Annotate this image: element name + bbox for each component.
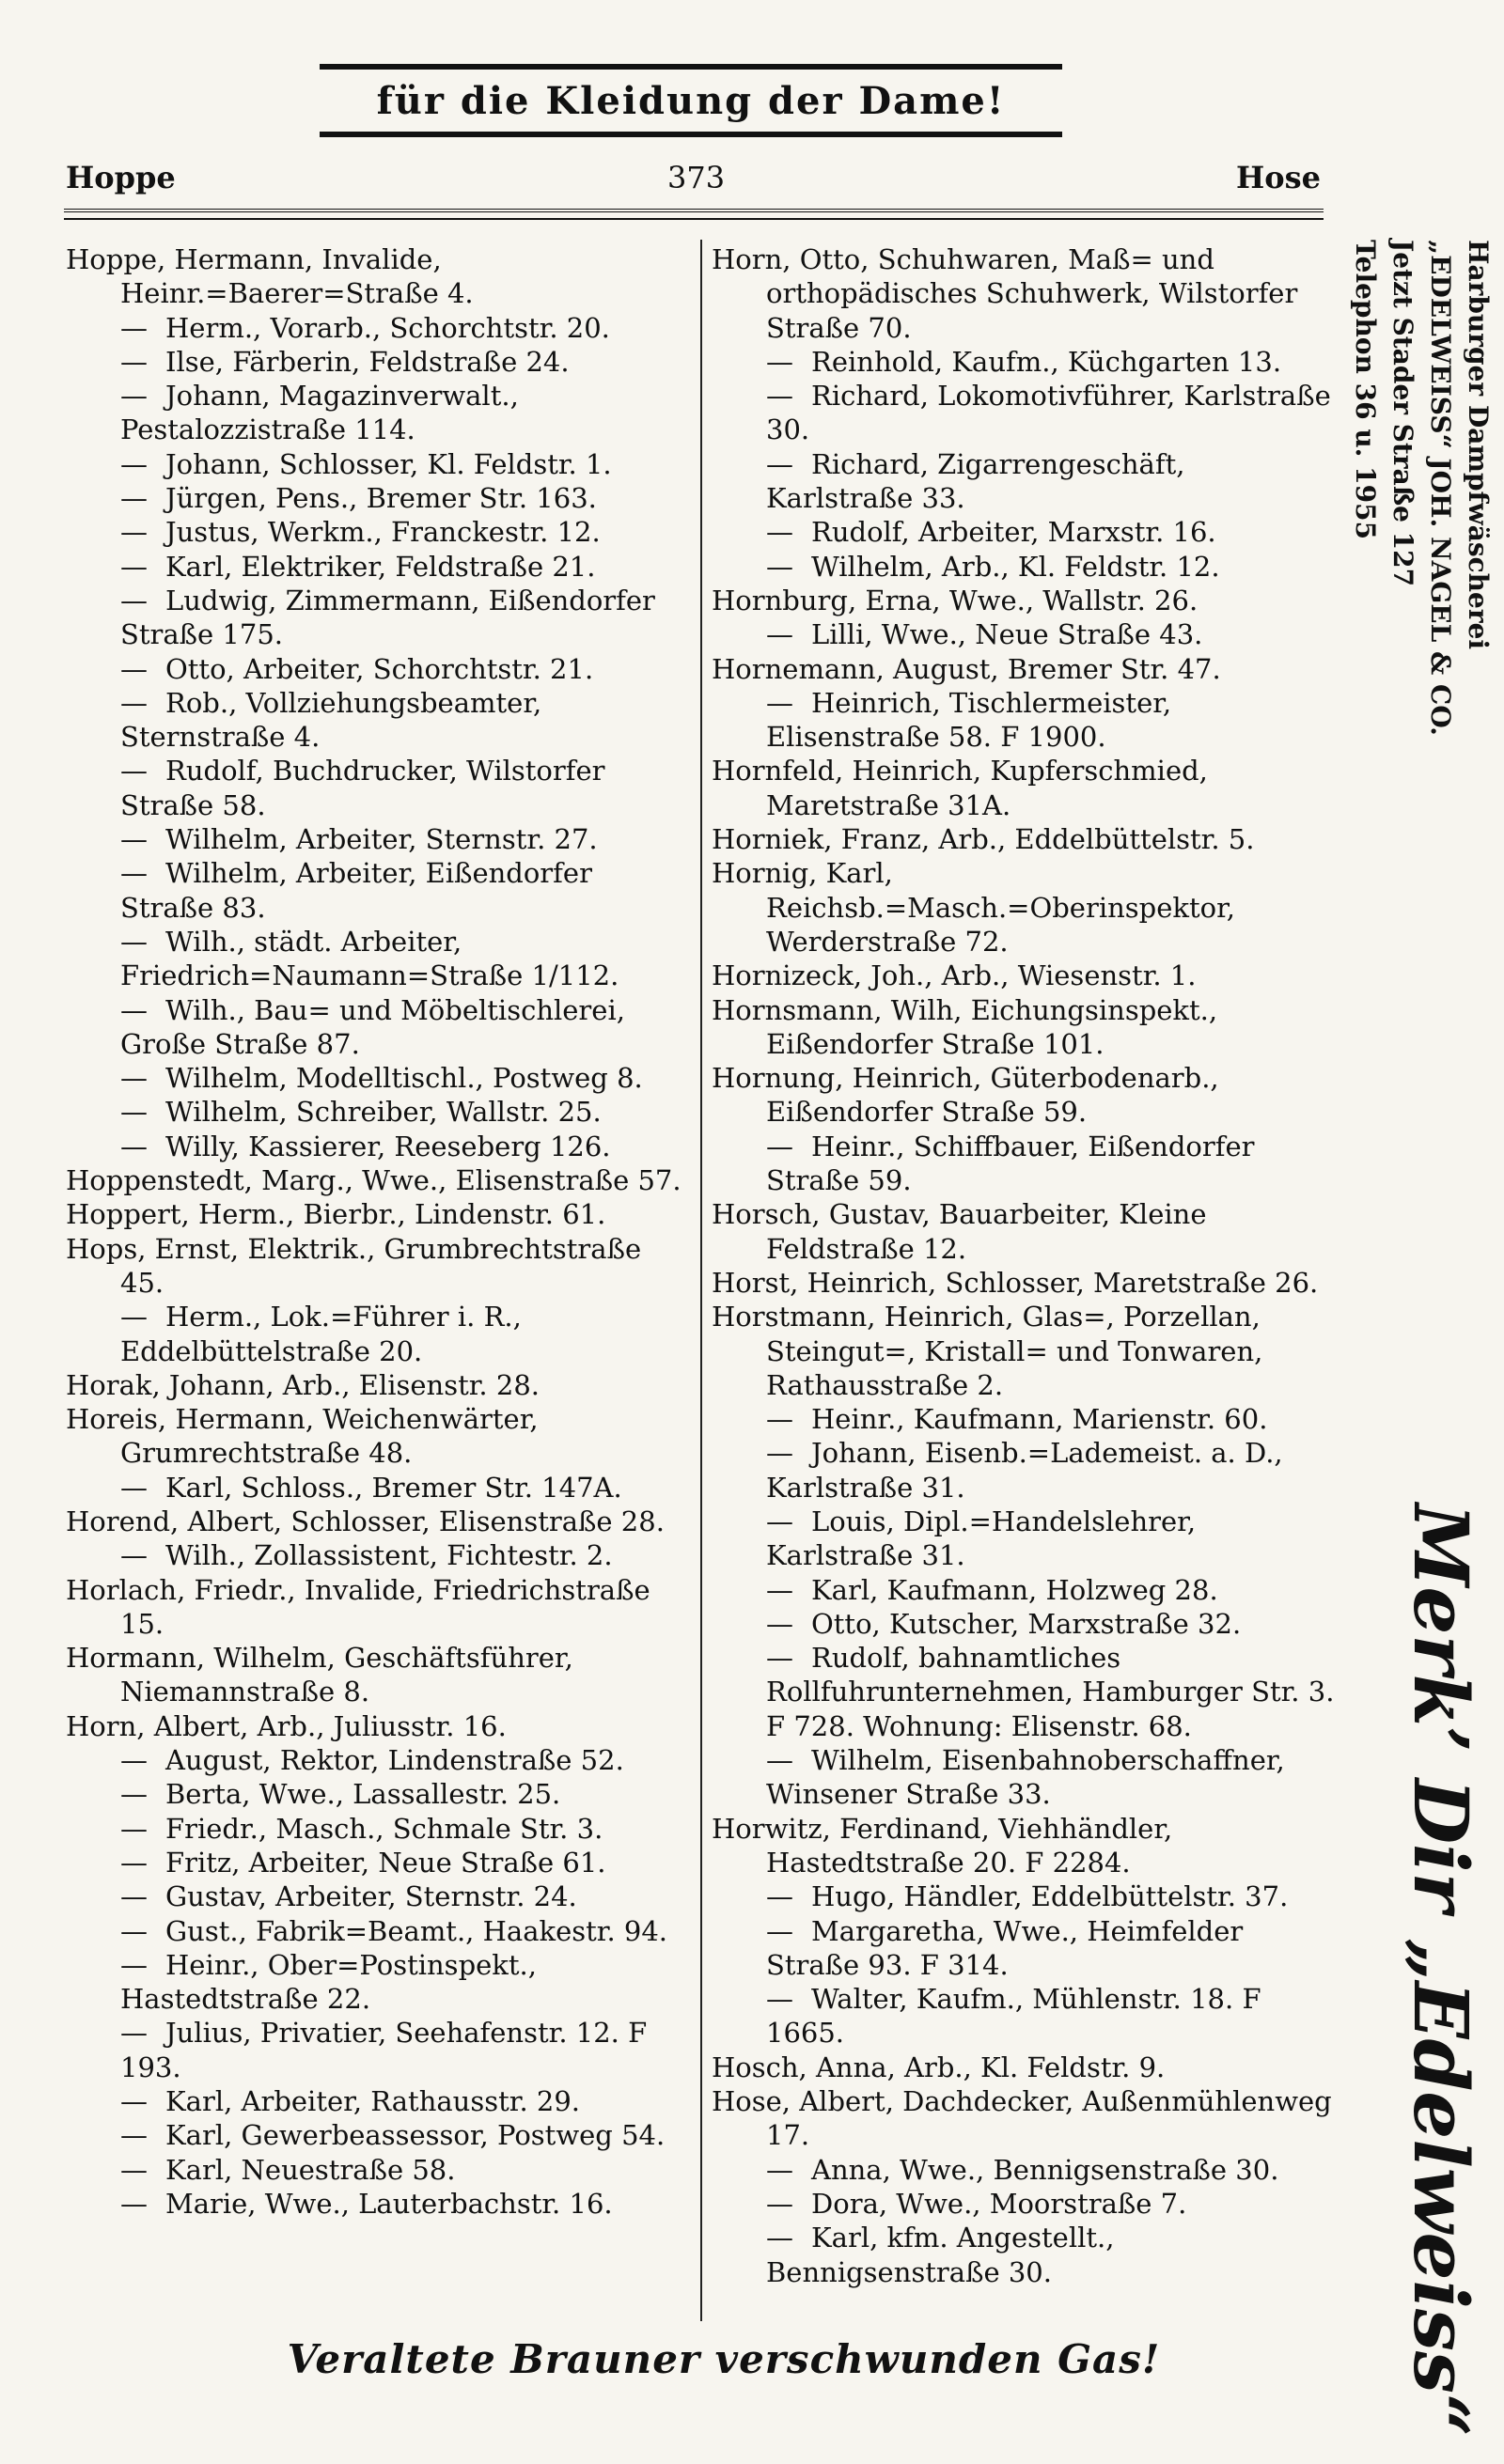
entry-dash: —	[120, 1096, 148, 1129]
entry-text: Dora, Wwe., Moorstraße 7.	[811, 2187, 1187, 2220]
entry-dash: —	[120, 686, 148, 719]
directory-entry	[66, 1163, 691, 1197]
entry-dash: —	[120, 447, 148, 480]
entry-text: Wilh., Zollassistent, Fichtestr. 2.	[165, 1539, 613, 1572]
entry-text: Hornig, Karl, Reichsb.=Masch.=Oberinspektor, Werderstraße 72.	[712, 857, 1235, 958]
entry-dash: —	[766, 1744, 793, 1777]
entry-text: Friedr., Masch., Schmale Str. 3.	[165, 1812, 603, 1845]
entry-dash: —	[766, 686, 793, 719]
directory-entry	[66, 1573, 691, 1642]
directory-entry	[66, 1846, 691, 1879]
entry-text: Karl, Kaufmann, Holzweg 28.	[811, 1573, 1218, 1606]
directory-entry	[66, 1130, 691, 1163]
entry-text: Justus, Werkm., Franckestr. 12.	[165, 516, 601, 549]
directory-entry	[66, 686, 691, 755]
directory-entry	[712, 447, 1337, 516]
directory-entry	[712, 1607, 1337, 1641]
entry-text: Louis, Dipl.=Handelslehrer, Karlstraße 31.	[766, 1505, 1197, 1572]
entry-text: Horak, Johann, Arb., Elisenstr. 28.	[66, 1368, 540, 1401]
directory-entry	[712, 379, 1337, 447]
directory-entry	[712, 754, 1337, 822]
entry-text: Hose, Albert, Dachdecker, Außenmühlenweg 17.	[712, 2085, 1332, 2152]
entry-text: Karl, Neuestraße 58.	[165, 2153, 456, 2186]
entry-dash: —	[120, 550, 148, 583]
side-ad-line-3: Jetzt Stader Straße 127	[1387, 240, 1418, 587]
entry-dash: —	[120, 584, 148, 616]
entry-text: Wilhelm, Arbeiter, Sternstr. 27.	[165, 823, 598, 856]
directory-entry	[66, 1709, 691, 1743]
entry-text: Reinhold, Kaufm., Küchgarten 13.	[811, 345, 1282, 378]
header-rule	[64, 209, 1324, 212]
entry-text: Hugo, Händler, Eddelbüttelstr. 37.	[811, 1880, 1289, 1913]
entry-text: Hornburg, Erna, Wwe., Wallstr. 26.	[712, 584, 1198, 616]
entry-dash: —	[120, 1062, 148, 1095]
side-ad-line-4: Telephon 36 u. 1955	[1350, 240, 1381, 540]
page-header	[66, 160, 1321, 207]
directory-entry	[66, 447, 691, 481]
directory-entry	[712, 2051, 1337, 2084]
banner-text: für die Kleidung der Dame!	[376, 78, 1006, 123]
directory-entry	[66, 242, 691, 311]
entry-dash: —	[766, 380, 793, 413]
entry-dash: —	[120, 755, 148, 788]
entry-dash: —	[766, 1403, 793, 1436]
entry-dash: —	[766, 2187, 793, 2220]
directory-entry	[66, 2084, 691, 2118]
directory-entry	[712, 1743, 1337, 1812]
directory-entry	[712, 686, 1337, 755]
directory-entry	[66, 1641, 691, 1709]
directory-entry	[66, 754, 691, 822]
entry-text: Heinrich, Tischlermeister, Elisenstraße 58. F 1900.	[766, 686, 1172, 754]
entry-dash: —	[120, 1812, 148, 1845]
entry-text: Rudolf, Buchdrucker, Wilstorfer Straße 58.	[120, 755, 605, 821]
entry-dash: —	[766, 550, 793, 583]
entry-text: August, Rektor, Lindenstraße 52.	[165, 1744, 624, 1777]
entry-text: Wilhelm, Eisenbahnoberschaffner, Winsener Straße 33.	[766, 1744, 1285, 1811]
entry-text: Hornizeck, Joh., Arb., Wiesenstr. 1.	[712, 959, 1197, 992]
entry-text: Karl, Elektriker, Feldstraße 21.	[165, 550, 596, 583]
directory-entry	[66, 2016, 691, 2084]
entry-text: Horn, Otto, Schuhwaren, Maß= und orthopädisches Schuhwerk, Wilstorfer Straße 70.	[712, 243, 1298, 344]
directory-entry	[66, 1777, 691, 1811]
directory-entry	[66, 550, 691, 584]
entry-text: Heinr., Schiffbauer, Eißendorfer Straße 59.	[766, 1130, 1255, 1197]
page-number: 373	[667, 160, 726, 195]
entry-text: Rudolf, Arbeiter, Marxstr. 16.	[811, 516, 1216, 549]
entry-dash: —	[120, 2153, 148, 2186]
entry-text: Wilhelm, Arbeiter, Eißendorfer Straße 83.	[120, 857, 592, 924]
entry-text: Johann, Schlosser, Kl. Feldstr. 1.	[165, 447, 612, 480]
entry-dash: —	[120, 993, 148, 1026]
directory-entry	[712, 1402, 1337, 1436]
entry-text: Fritz, Arbeiter, Neue Straße 61.	[165, 1846, 606, 1879]
entry-text: Ilse, Färberin, Feldstraße 24.	[165, 345, 570, 378]
entry-text: Karl, Gewerbeassessor, Postweg 54.	[165, 2119, 666, 2152]
entry-text: Hormann, Wilhelm, Geschäftsführer, Niemannstraße 8.	[66, 1642, 573, 1708]
directory-entry	[712, 1130, 1337, 1198]
directory-entry	[712, 550, 1337, 584]
entry-dash: —	[766, 1573, 793, 1606]
entry-dash: —	[120, 823, 148, 856]
entry-text: Hornsmann, Wilh, Eichungsinspekt., Eißendorfer Straße 101.	[712, 993, 1218, 1060]
entry-text: Horwitz, Ferdinand, Viehhändler, Hastedtstraße 20. F 2284.	[712, 1812, 1173, 1879]
side-advertisement	[1346, 240, 1494, 1480]
directory-entry	[712, 652, 1337, 686]
entry-text: Otto, Arbeiter, Schorchtstr. 21.	[165, 652, 594, 685]
entry-dash: —	[766, 1437, 793, 1470]
directory-entry	[712, 993, 1337, 1062]
entry-text: Hoppe, Hermann, Invalide, Heinr.=Baerer=Straße 4.	[66, 243, 474, 310]
directory-entry	[66, 993, 691, 1062]
entry-text: Marie, Wwe., Lauterbachstr. 16.	[165, 2187, 613, 2220]
entry-text: Horend, Albert, Schlosser, Elisenstraße 28.	[66, 1505, 665, 1537]
entry-text: Anna, Wwe., Bennigsenstraße 30.	[811, 2153, 1279, 2186]
left-column	[66, 242, 691, 2319]
entry-text: Karl, Arbeiter, Rathausstr. 29.	[165, 2085, 581, 2118]
side-ad-text	[1346, 240, 1496, 736]
directory-entry	[66, 345, 691, 379]
entry-text: Lilli, Wwe., Neue Straße 43.	[811, 618, 1203, 651]
entry-text: Wilhelm, Arb., Kl. Feldstr. 12.	[811, 550, 1220, 583]
entry-dash: —	[120, 1846, 148, 1879]
entry-dash: —	[120, 925, 148, 958]
entry-dash: —	[766, 447, 793, 480]
directory-entry	[712, 1812, 1337, 1880]
top-advertisement-banner	[320, 64, 1062, 137]
directory-entry	[712, 1914, 1337, 1983]
directory-entry	[66, 1300, 691, 1368]
entry-text: Walter, Kaufm., Mühlenstr. 18. F 1665.	[766, 1983, 1261, 2050]
header-left-keyword: Hoppe	[66, 160, 176, 195]
entry-dash: —	[766, 1130, 793, 1162]
entry-text: Horlach, Friedr., Invalide, Friedrichstraße 15.	[66, 1573, 650, 1640]
side-slogan: Merk’ Dir „Edelweiss“	[1397, 1504, 1485, 2437]
entry-dash: —	[120, 1744, 148, 1777]
entry-text: Horeis, Hermann, Weichenwärter, Grumrechtstraße 48.	[66, 1403, 539, 1470]
directory-entry	[712, 1061, 1337, 1130]
directory-entry	[66, 1948, 691, 2017]
entry-dash: —	[766, 1880, 793, 1913]
footer-slogan: Veraltete Brauner verschwunden Gas!	[287, 2336, 1161, 2382]
directory-entry	[66, 1402, 691, 1471]
entry-text: Johann, Eisenb.=Lademeist. a. D., Karlstraße 31.	[766, 1437, 1283, 1504]
directory-entry	[712, 1505, 1337, 1573]
entry-text: Gustav, Arbeiter, Sternstr. 24.	[165, 1880, 577, 1913]
entry-dash: —	[766, 2153, 793, 2186]
entry-text: Wilh., städt. Arbeiter, Friedrich=Naumann=Straße 1/112.	[120, 925, 619, 992]
entry-dash: —	[120, 345, 148, 378]
directory-entry	[66, 2187, 691, 2221]
entry-dash: —	[766, 1983, 793, 2016]
entry-dash: —	[120, 380, 148, 413]
header-right-keyword: Hose	[1236, 160, 1321, 195]
directory-entry	[66, 1471, 691, 1505]
directory-entry	[66, 1879, 691, 1913]
entry-dash: —	[766, 1642, 793, 1675]
entry-text: Hops, Ernst, Elektrik., Grumbrechtstraße 45.	[66, 1232, 642, 1299]
entry-text: Hoppenstedt, Marg., Wwe., Elisenstraße 57.	[66, 1164, 682, 1197]
directory-entry	[712, 1436, 1337, 1505]
entry-dash: —	[766, 345, 793, 378]
entry-text: Herm., Vorarb., Schorchtstr. 20.	[165, 311, 610, 344]
directory-entry	[712, 1197, 1337, 1266]
directory-entry	[712, 2221, 1337, 2289]
entry-text: Hoppert, Herm., Bierbr., Lindenstr. 61.	[66, 1198, 606, 1231]
entry-text: Wilh., Bau= und Möbeltischlerei, Große Straße 87.	[120, 993, 625, 1060]
right-column	[712, 242, 1337, 2319]
entry-dash: —	[120, 311, 148, 344]
entry-dash: —	[120, 1471, 148, 1504]
entry-text: Richard, Zigarrengeschäft, Karlstraße 33.	[766, 447, 1185, 515]
entry-text: Hosch, Anna, Arb., Kl. Feldstr. 9.	[712, 2051, 1166, 2083]
directory-entry	[712, 1641, 1337, 1743]
entry-dash: —	[120, 1880, 148, 1913]
directory-entry	[66, 584, 691, 652]
directory-entry	[66, 311, 691, 345]
entry-dash: —	[120, 2119, 148, 2152]
entry-dash: —	[120, 2017, 148, 2050]
entry-text: Willy, Kassierer, Reeseberg 126.	[165, 1130, 611, 1162]
directory-entry	[712, 1982, 1337, 2051]
entry-text: Jürgen, Pens., Bremer Str. 163.	[165, 482, 597, 515]
entry-text: Margaretha, Wwe., Heimfelder Straße 93. F 314.	[766, 1914, 1244, 1981]
entry-text: Hornfeld, Heinrich, Kupferschmied, Maretstraße 31A.	[712, 755, 1208, 821]
entry-text: Heinr., Kaufmann, Marienstr. 60.	[811, 1403, 1268, 1436]
entry-dash: —	[766, 618, 793, 651]
directory-entry	[66, 1368, 691, 1402]
entry-text: Berta, Wwe., Lassallestr. 25.	[165, 1778, 561, 1811]
directory-entry	[66, 379, 691, 447]
directory-entry	[66, 652, 691, 686]
directory-entry	[66, 2118, 691, 2152]
entry-text: Richard, Lokomotivführer, Karlstraße 30.	[766, 380, 1331, 446]
entry-dash: —	[120, 652, 148, 685]
directory-entry	[712, 2153, 1337, 2187]
entry-text: Herm., Lok.=Führer i. R., Eddelbüttelstraße 20.	[120, 1301, 522, 1367]
directory-entry	[66, 1812, 691, 1846]
entry-text: Otto, Kutscher, Marxstraße 32.	[811, 1607, 1242, 1640]
entry-text: Heinr., Ober=Postinspekt., Hastedtstraße 22.	[120, 1948, 537, 2016]
entry-text: Johann, Magazinverwalt., Pestalozzistraße 114.	[120, 380, 519, 446]
directory-entry	[712, 1879, 1337, 1913]
directory-entry	[66, 1743, 691, 1777]
directory-entry	[66, 925, 691, 993]
entry-text: Julius, Privatier, Seehafenstr. 12. F 193.	[120, 2017, 648, 2083]
entry-text: Karl, kfm. Angestellt., Bennigsenstraße 30.	[766, 2222, 1115, 2288]
directory-entry	[66, 2153, 691, 2187]
directory-entry	[66, 1538, 691, 1572]
directory-entry	[712, 345, 1337, 379]
entry-dash: —	[766, 2222, 793, 2254]
entry-text: Wilhelm, Modelltischl., Postweg 8.	[165, 1062, 643, 1095]
directory-entry	[66, 856, 691, 925]
entry-dash: —	[120, 482, 148, 515]
entry-text: Rob., Vollziehungsbeamter, Sternstraße 4.	[120, 686, 542, 754]
entry-dash: —	[766, 516, 793, 549]
entry-dash: —	[766, 1607, 793, 1640]
entry-dash: —	[120, 1130, 148, 1162]
directory-entry	[712, 2084, 1337, 2153]
directory-entry	[66, 1232, 691, 1301]
entry-dash: —	[120, 1948, 148, 1981]
entry-dash: —	[120, 2187, 148, 2220]
directory-entry	[712, 242, 1337, 345]
entry-text: Ludwig, Zimmermann, Eißendorfer Straße 175.	[120, 584, 655, 651]
directory-entry	[66, 1095, 691, 1129]
entry-text: Rudolf, bahnamtliches Rollfuhrunternehmen, Hamburger Str. 3. F 728. Wohnung: Elisenstr. 68.	[766, 1642, 1335, 1742]
entry-dash: —	[766, 1505, 793, 1537]
directory-entry	[66, 515, 691, 549]
entry-dash: —	[120, 1301, 148, 1333]
directory-entry	[66, 1505, 691, 1538]
side-ad-line-2: „EDELWEISS“ JOH. NAGEL & CO.	[1425, 240, 1456, 736]
entry-dash: —	[120, 1778, 148, 1811]
entry-text: Horniek, Franz, Arb., Eddelbüttelstr. 5.	[712, 823, 1255, 856]
entry-text: Wilhelm, Schreiber, Wallstr. 25.	[165, 1096, 602, 1129]
entry-text: Karl, Schloss., Bremer Str. 147A.	[165, 1471, 622, 1504]
entry-dash: —	[120, 1914, 148, 1947]
header-rule-thin	[64, 218, 1324, 220]
entry-text: Horstmann, Heinrich, Glas=, Porzellan, Steingut=, Kristall= und Tonwaren, Rathausstraße 2.	[712, 1301, 1263, 1401]
directory-entry	[712, 1266, 1337, 1300]
entry-text: Horsch, Gustav, Bauarbeiter, Kleine Feldstraße 12.	[712, 1198, 1207, 1265]
entry-dash: —	[120, 516, 148, 549]
entry-dash: —	[120, 2085, 148, 2118]
directory-entry	[712, 1573, 1337, 1607]
side-ad-line-1: Harburger Dampfwäscherei	[1463, 240, 1494, 650]
directory-entry	[712, 822, 1337, 856]
entry-dash: —	[120, 857, 148, 890]
directory-entry	[66, 1197, 691, 1231]
directory-entry	[712, 617, 1337, 651]
column-divider	[700, 240, 702, 2321]
directory-entry	[712, 584, 1337, 617]
directory-entry	[66, 481, 691, 515]
directory-entry	[712, 515, 1337, 549]
entry-text: Gust., Fabrik=Beamt., Haakestr. 94.	[165, 1914, 667, 1947]
directory-entry	[712, 959, 1337, 992]
directory-entry	[66, 822, 691, 856]
entry-text: Horn, Albert, Arb., Juliusstr. 16.	[66, 1709, 507, 1742]
entry-text: Horst, Heinrich, Schlosser, Maretstraße 26.	[712, 1266, 1319, 1299]
directory-entry	[712, 1300, 1337, 1402]
entry-dash: —	[766, 1914, 793, 1947]
entry-text: Hornemann, August, Bremer Str. 47.	[712, 652, 1221, 685]
directory-entry	[66, 1061, 691, 1095]
directory-entry	[66, 1914, 691, 1948]
directory-entry	[712, 856, 1337, 959]
directory-entry	[712, 2187, 1337, 2221]
entry-dash: —	[120, 1539, 148, 1572]
entry-text: Hornung, Heinrich, Güterbodenarb., Eißendorfer Straße 59.	[712, 1062, 1219, 1129]
